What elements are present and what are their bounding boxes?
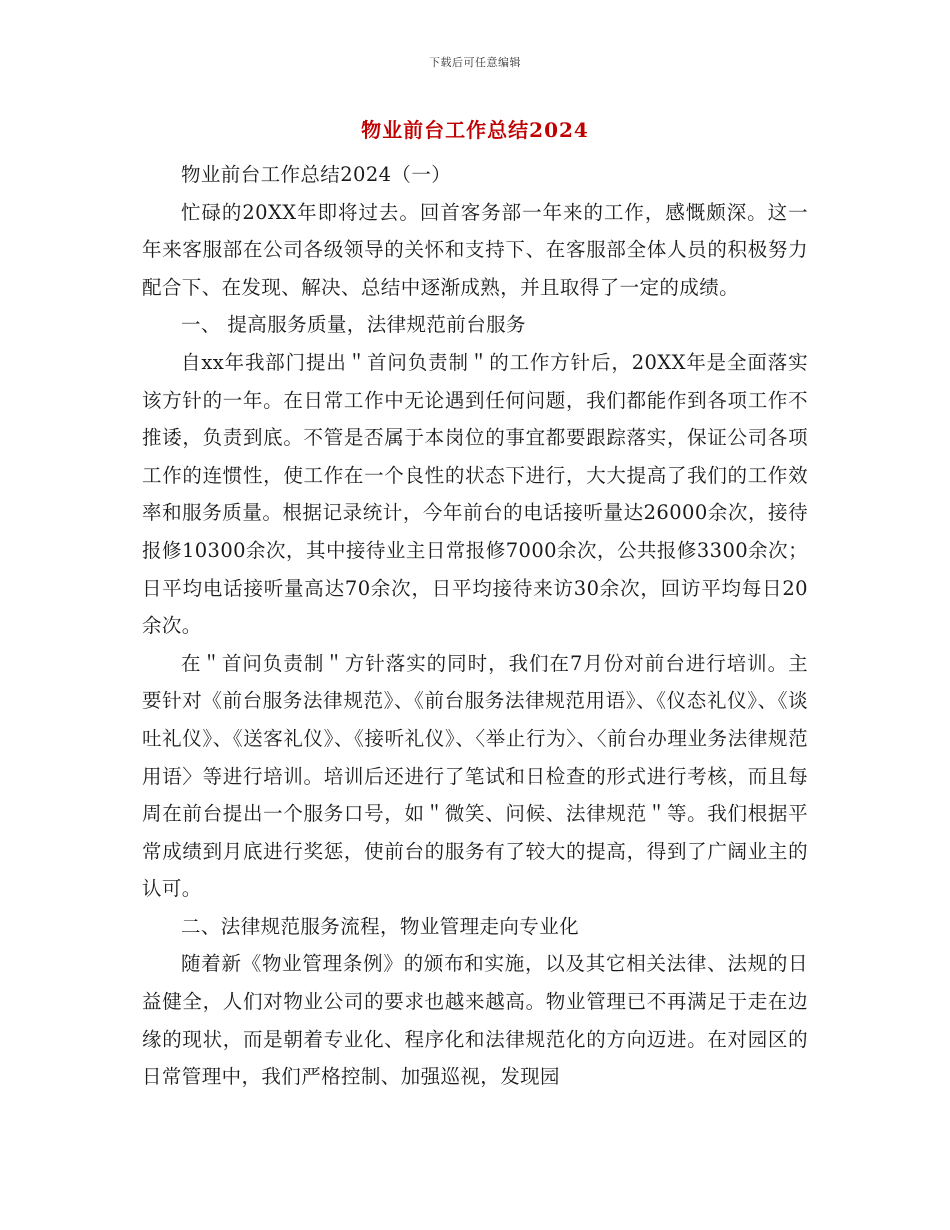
paragraph-training: 在＂首问负责制＂方针落实的同时，我们在7月份对前台进行培训。主要针对《前台服务法律规范》、《前台服务法律规范用语》、《仪态礼仪》、《谈吐礼仪》、《送客礼仪》、《接听礼仪》、〈举止行为〉、〈前台办理业务法律规范用语〉等进行培训。培训后还进行了笔试和日检查的形式进行考核，而且每周在前台提出一个服务口号，如＂微笑、问候、法律规范＂等。我们根据平常成绩到月底进行奖惩，使前台的服务有了较大的提高，得到了广阔业主的认可。 — [142, 651, 808, 901]
document-body — [142, 156, 808, 1096]
section-heading-2: 二、法律规范服务流程，物业管理走向专业化 — [181, 914, 580, 938]
section-heading-1: 一、 提高服务质量，法律规范前台服务 — [181, 313, 526, 337]
paragraph-subtitle: 物业前台工作总结2024（一） — [181, 163, 452, 186]
paragraph-intro: 忙碌的20XX年即将过去。回首客务部一年来的工作，感慨颇深。这一年来客服部在公司各级领导的关怀和支持下、在客服部全体人员的积极努力配合下、在发现、解决、总结中逐渐成熟，并且取得了一定的成绩。 — [142, 200, 808, 299]
document-title: 物业前台工作总结2024 — [361, 118, 589, 142]
paragraph-regulations: 随着新《物业管理条例》的颁布和实施，以及其它相关法律、法规的日益健全，人们对物业公司的要求也越来越高。物业管理已不再满足于走在边缘的现状，而是朝着专业化、程序化和法律规范化的方向迈进。在对园区的日常管理中，我们严格控制、加强巡视，发现园 — [142, 952, 808, 1089]
header-note: 下载后可任意编辑 — [429, 56, 521, 69]
paragraph-service-policy: 自xx年我部门提出＂首问负责制＂的工作方针后，20XX年是全面落实该方针的一年。在日常工作中无论遇到任何问题，我们都能作到各项工作不推诿，负责到底。不管是否属于本岗位的事宜都要跟踪落实，保证公司各项工作的连惯性，使工作在一个良性的状态下进行，大大提高了我们的工作效率和服务质量。根据记录统计，今年前台的电话接听量达26000余次，接待报修10300余次，其中接待业主日常报修7000余次，公共报修3300余次；日平均电话接听量高达70余次，日平均接待来访30余次，回访平均每日20余次。 — [142, 350, 808, 638]
